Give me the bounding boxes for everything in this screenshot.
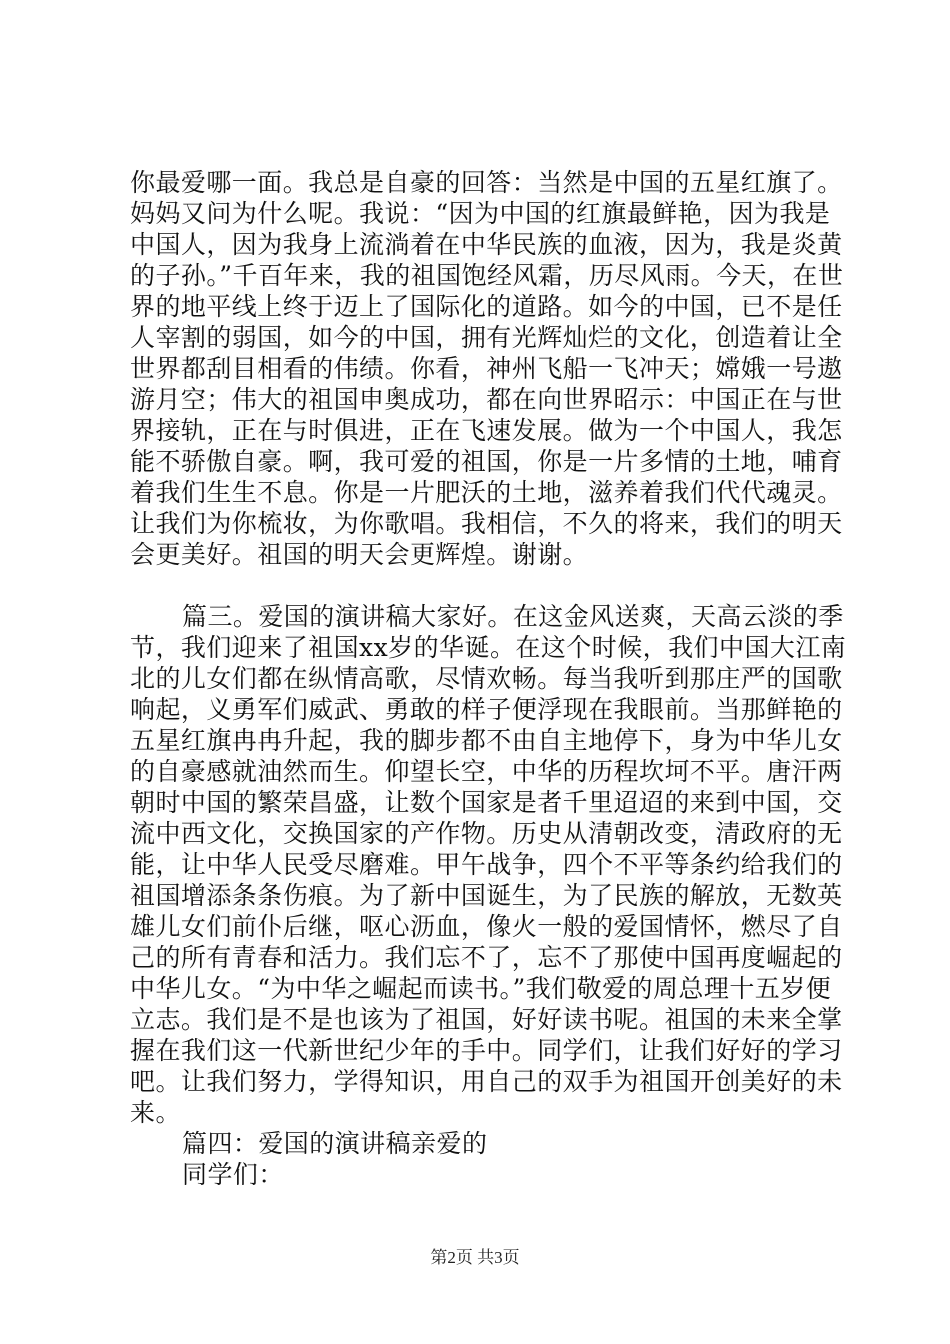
- paragraph-gap: [130, 570, 854, 601]
- paragraph-1: 你最爱哪一面。我总是自豪的回答：当然是中国的五星红旗了。妈妈又问为什么呢。我说：“因为中国的红旗最鲜艳，因为我是中国人，因为我身上流淌着在中华民族的血液，因为，我是炎黄的子孙。”千百年来，我的祖国饱经风霜，历尽风雨。今天，在世界的地平线上终于迈上了国际化的道路。如今的中国，已不是任人宰割的弱国，如今的中国，拥有光辉灿烂的文化，创造着让全世界都刮目相看的伟绩。你看，神州飞船一飞冲天；嫦娥一号遨游月空；伟大的祖国申奥成功，都在向世界昭示：中国正在与世界接轨，正在与时俱进，正在飞速发展。做为一个中国人，我怎能不骄傲自豪。啊，我可爱的祖国，你是一片多情的土地，哺育着我们生生不息。你是一片肥沃的土地，滋养着我们代代魂灵。让我们为你梳妆，为你歌唱。我相信，不久的将来，我们的明天会更美好。祖国的明天会更辉煌。谢谢。: [130, 168, 844, 569]
- page-footer: 第2页 共3页: [430, 1248, 520, 1267]
- document-body: [130, 167, 854, 1190]
- paragraph-2: 篇三。爱国的演讲稿大家好。在这金风送爽，天高云淡的季节，我们迎来了祖国xx岁的华诞。在这个时候，我们中国大江南北的儿女们都在纵情高歌，尽情欢畅。每当我听到那庄严的国歌响起，义勇军们威武、勇敢的样子便浮现在我眼前。当那鲜艳的五星红旗冉冉升起，我的脚步都不由自主地停下，身为中华儿女的自豪感就油然而生。仰望长空，中华的历程坎坷不平。唐汗两朝时中国的繁荣昌盛，让数个国家是者千里迢迢的来到中国，交流中西文化，交换国家的产作物。历史从清朝改变，清政府的无能，让中华人民受尽磨难。甲午战争，四个不平等条约给我们的祖国增添条条伤痕。为了新中国诞生，为了民族的解放，无数英雄儿女们前仆后继，呕心沥血，像火一般的爱国情怀，燃尽了自己的所有青春和活力。我们忘不了，忘不了那使中国再度崛起的中华儿女。“为中华之崛起而读书。”我们敬爱的周总理十五岁便立志。我们是不是也该为了祖国，好好读书呢。祖国的未来全掌握在我们这一代新世纪少年的手中。同学们，让我们好好的学习吧。让我们努力，学得知识，用自己的双手为祖国开创美好的未来。: [130, 602, 847, 1127]
- paragraph-4: 同学们：: [182, 1160, 284, 1189]
- paragraph-3: 篇四：爱国的演讲稿亲爱的: [182, 1129, 488, 1158]
